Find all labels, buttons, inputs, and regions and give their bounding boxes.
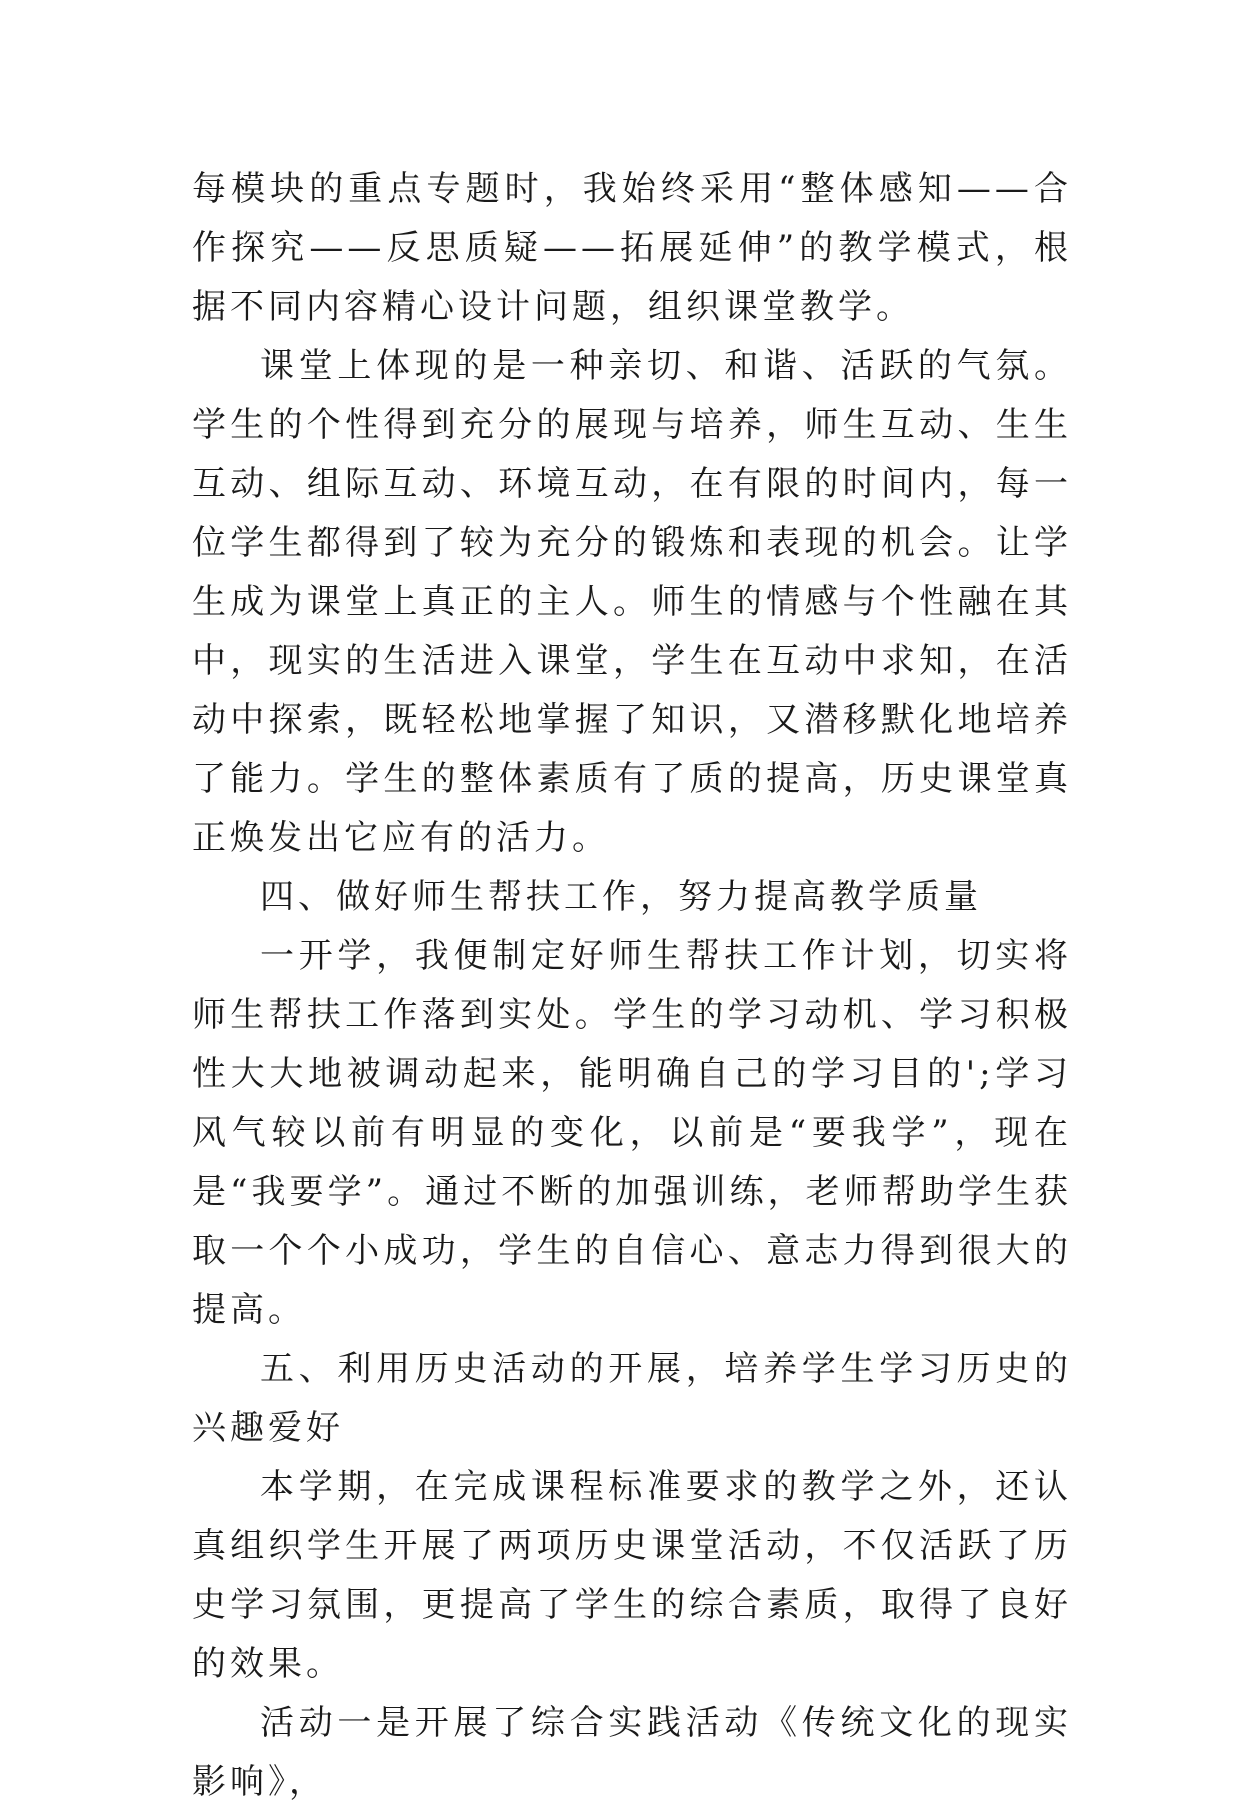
paragraph-activity-one: 活动一是开展了综合实践活动《传统文化的现实影响》，: [192, 1703, 1072, 1802]
paragraph-continuation: 每模块的重点专题时，我始终采用“整体感知——合作探究——反思质疑——拓展延伸”的教学模式，根据不同内容精心设计问题，组织课堂教学。: [192, 169, 1072, 327]
document-body: [192, 160, 1072, 1812]
paragraph-mentoring: 一开学，我便制定好师生帮扶工作计划，切实将师生帮扶工作落到实处。学生的学习动机、学习积极性大大地被调动起来，能明确自己的学习目的';学习风气较以前有明显的变化，以前是“要我学”，现在是“我要学”。通过不断的加强训练，老师帮助学生获取一个个小成功，学生的自信心、意志力得到很大的提高。: [192, 936, 1072, 1330]
paragraph-classroom-atmosphere: 课堂上体现的是一种亲切、和谐、活跃的气氛。学生的个性得到充分的展现与培养，师生互动、生生互动、组际互动、环境互动，在有限的时间内，每一位学生都得到了较为充分的锻炼和表现的机会。让学生成为课堂上真正的主人。师生的情感与个性融在其中，现实的生活进入课堂，学生在互动中求知，在活动中探索，既轻松地掌握了知识，又潜移默化地培养了能力。学生的整体素质有了质的提高，历史课堂真正焕发出它应有的活力。: [192, 346, 1072, 858]
paragraph-activities: 本学期，在完成课程标准要求的教学之外，还认真组织学生开展了两项历史课堂活动，不仅活跃了历史学习氛围，更提高了学生的综合素质，取得了良好的效果。: [192, 1467, 1072, 1684]
section-heading-five: 五、利用历史活动的开展，培养学生学习历史的兴趣爱好: [192, 1349, 1072, 1448]
section-heading-four: 四、做好师生帮扶工作，努力提高教学质量: [260, 877, 982, 917]
